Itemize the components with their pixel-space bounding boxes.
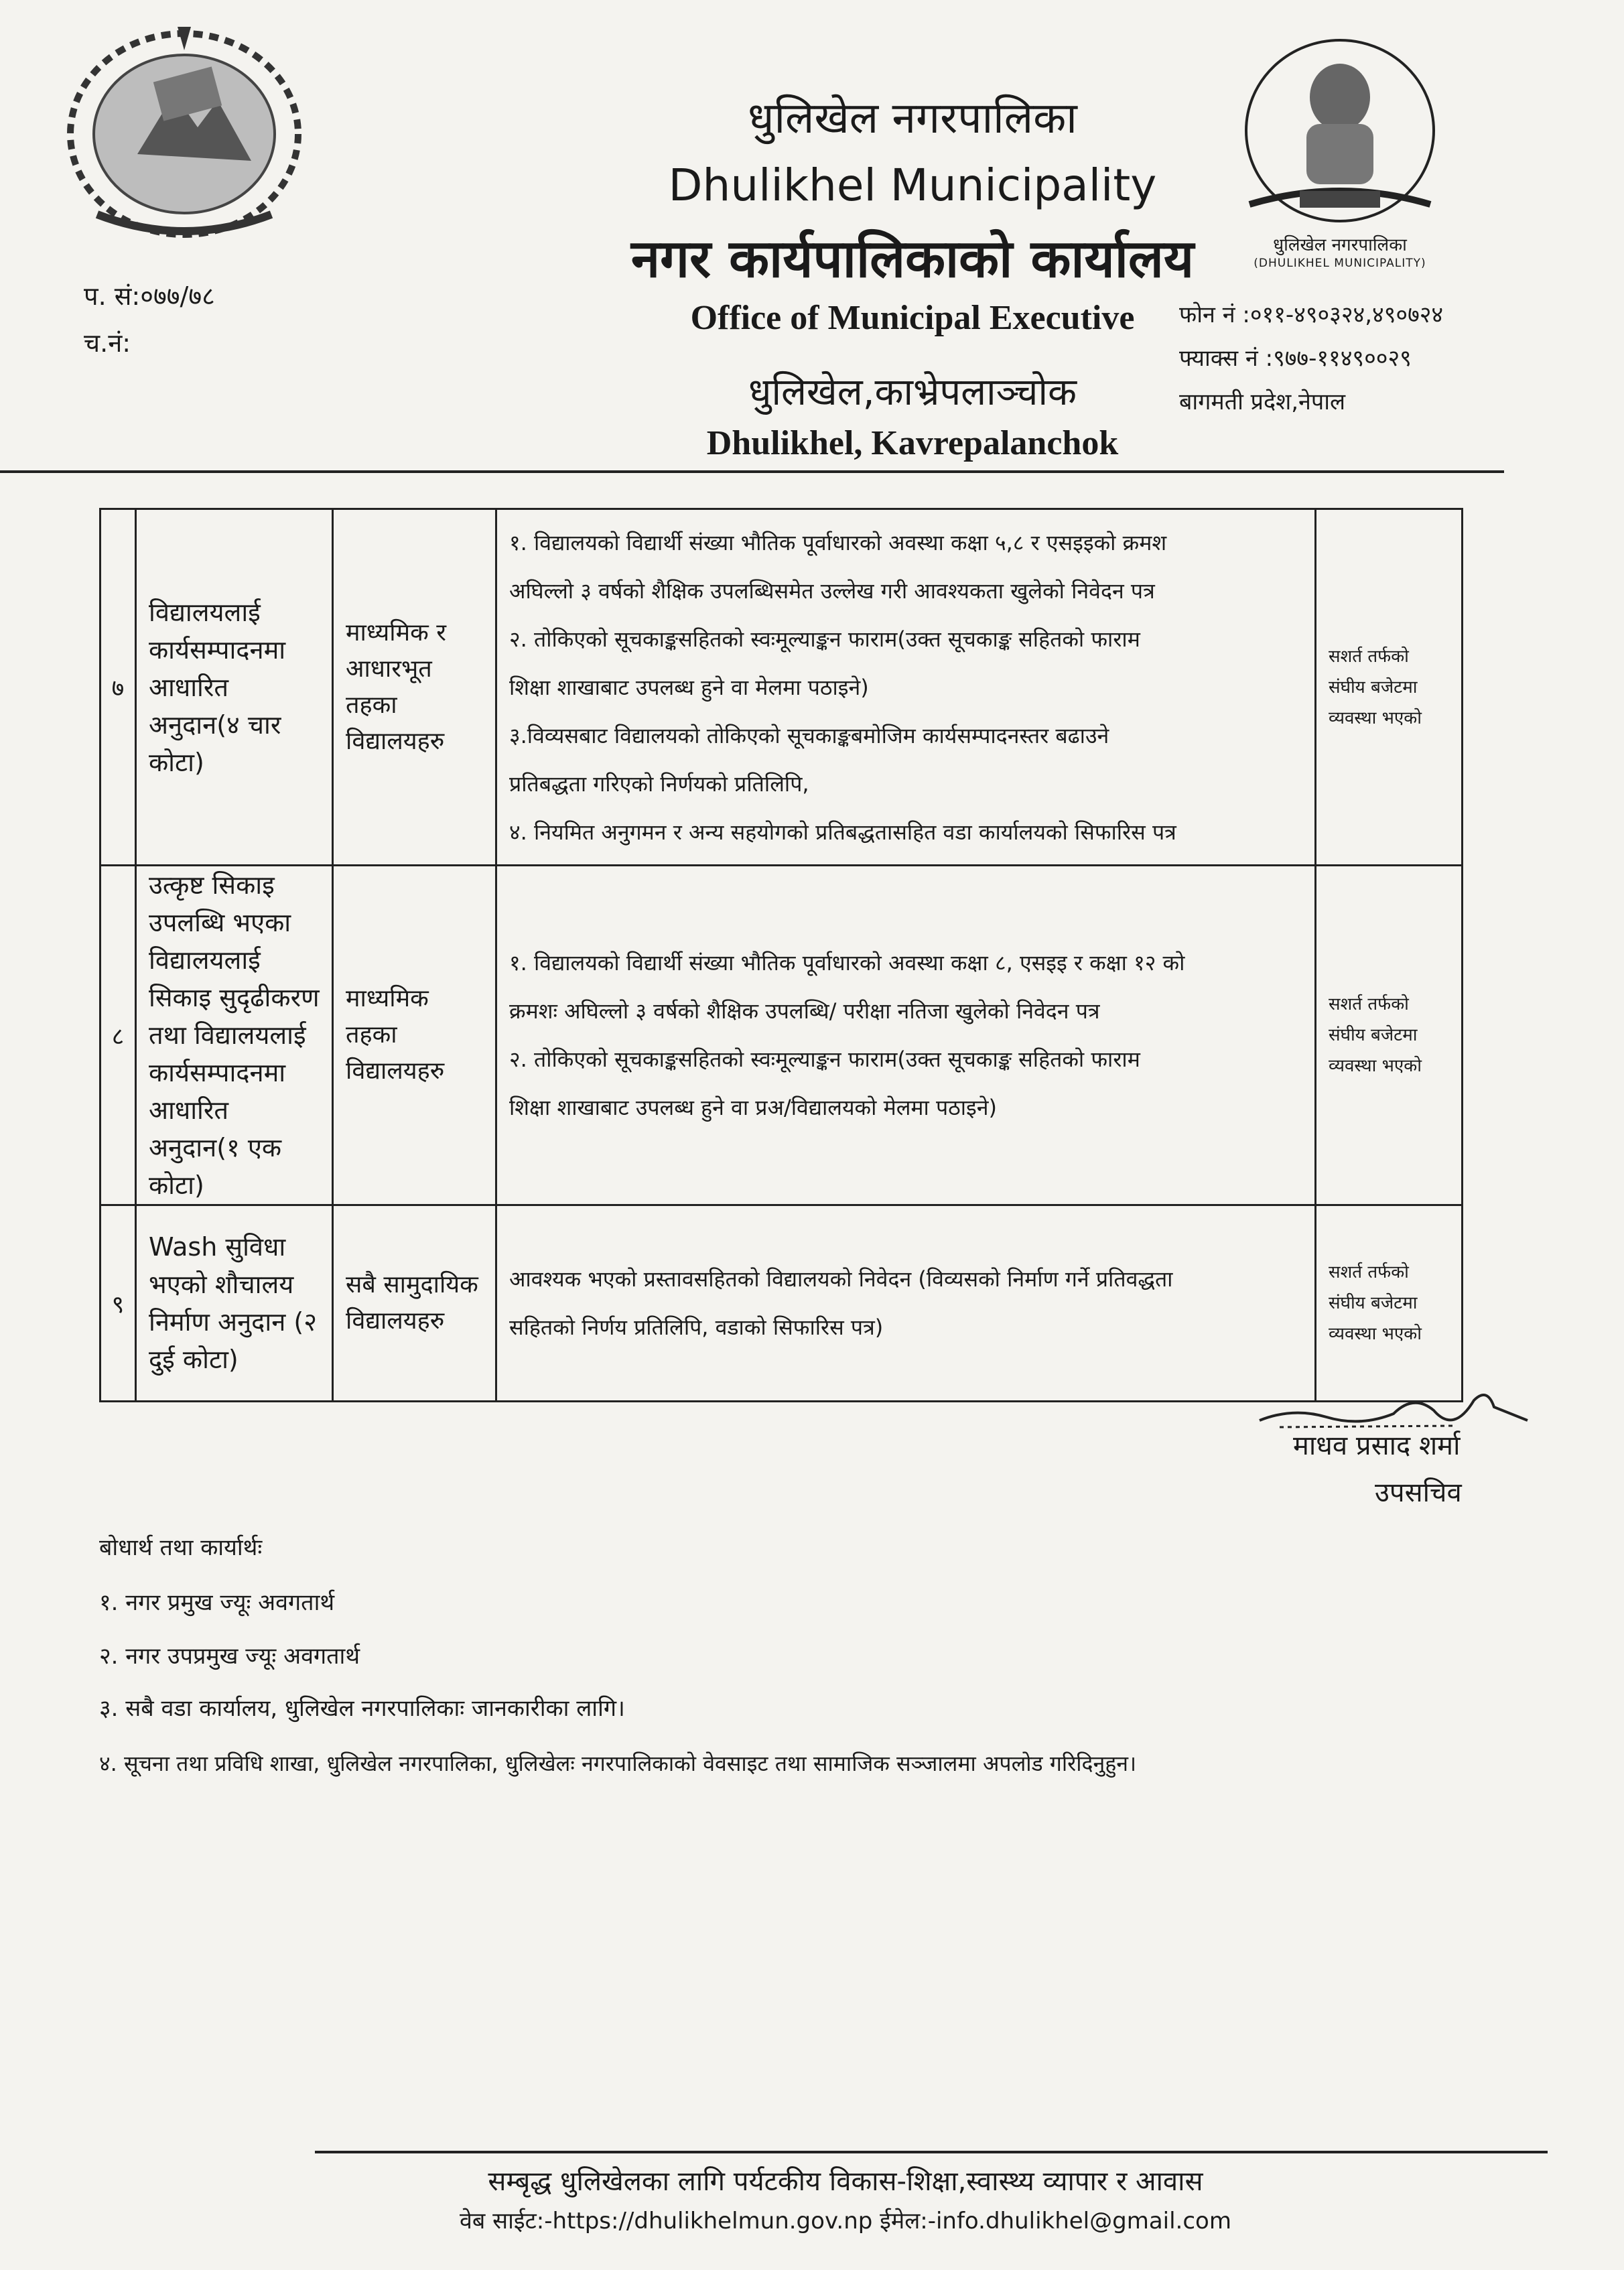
requirement-line: सहितको निर्णय प्रतिलिपि, वडाको सिफारिस पत्र) <box>509 1315 884 1340</box>
row-number: ९ <box>100 1205 136 1402</box>
signatory-title: उपसचिव <box>1375 1477 1462 1508</box>
row-number: ७ <box>100 509 136 866</box>
phone-number: फोन नं :०११-४९०३२४,४९०७२४ <box>1179 302 1444 328</box>
table-row <box>100 509 1463 866</box>
requirement-line: शिक्षा शाखाबाट उपलब्ध हुने वा प्रअ/विद्यालयको मेलमा पठाइने) <box>509 1095 998 1120</box>
office-name-en: Office of Municipal Executive <box>690 299 1135 337</box>
reference-number: प. सं:०७७/७८ <box>84 281 215 311</box>
municipality-name-np: धुलिखेल नगरपालिका <box>748 94 1077 143</box>
municipality-name-en: Dhulikhel Municipality <box>668 159 1157 211</box>
logo-caption-np: धुलिखेल नगरपालिका <box>1273 235 1407 255</box>
grant-title: Wash सुविधा भएको शौचालय निर्माण अनुदान (२ दुई कोटा) <box>136 1205 333 1402</box>
row-number: ८ <box>100 866 136 1205</box>
requirements-cell <box>496 1205 1316 1402</box>
requirement-line: २. तोकिएको सूचकाङ्कसहितको स्वःमूल्याङ्कन फाराम(उक्त सूचकाङ्क सहितको फाराम <box>509 1047 1140 1072</box>
requirement-line: प्रतिबद्धता गरिएको निर्णयको प्रतिलिपि, <box>509 771 809 797</box>
location-en: Dhulikhel, Kavrepalanchok <box>706 424 1119 462</box>
budget-note: सशर्त तर्फको संघीय बजेटमा व्यवस्था भएको <box>1316 1205 1463 1402</box>
logo-caption-en: (DHULIKHEL MUNICIPALITY) <box>1254 256 1426 270</box>
requirement-line: ३.विव्यसबाट विद्यालयको तोकिएको सूचकाङ्कबमोजिम कार्यसम्पादनस्तर बढाउने <box>509 722 1109 748</box>
requirements-cell <box>496 509 1316 866</box>
footer-divider <box>315 2151 1548 2153</box>
header-divider <box>0 470 1504 473</box>
requirement-line: आवश्यक भएको प्रस्तावसहितको विद्यालयको निवेदन (विव्यसको निर्माण गर्ने प्रतिवद्धता <box>509 1266 1173 1292</box>
province-address: बागमती प्रदेश,नेपाल <box>1179 389 1346 415</box>
requirement-line: क्रमशः अघिल्लो ३ वर्षको शैक्षिक उपलब्धि/ परीक्षा नतिजा खुलेको निवेदन पत्र <box>509 998 1100 1024</box>
requirement-line: १. विद्यालयको विद्यार्थी संख्या भौतिक पूर्वाधारको अवस्था कक्षा ८, एसइइ र कक्षा १२ को <box>509 950 1185 976</box>
requirement-line: ४. नियमित अनुगमन र अन्य सहयोगको प्रतिबद्धतासहित वडा कार्यालयको सिफारिस पत्र <box>509 819 1176 845</box>
footer-contact: वेब साईट:-https://dhulikhelmun.gov.np ईमेल:-info.dhulikhel@gmail.com <box>460 2208 1231 2234</box>
requirements-cell <box>496 866 1316 1205</box>
grant-title: विद्यालयलाई कार्यसम्पादनमा आधारित अनुदान(४ चार कोटा) <box>136 509 333 866</box>
eligible-schools: सबै सामुदायिक विद्यालयहरु <box>333 1205 496 1402</box>
distribution-item: २. नगर उपप्रमुख ज्यूः अवगतार्थ <box>99 1643 360 1670</box>
distribution-item: १. नगर प्रमुख ज्यूः अवगतार्थ <box>99 1589 335 1616</box>
distribution-item: ४. सूचना तथा प्रविधि शाखा, धुलिखेल नगरपालिका, धुलिखेलः नगरपालिकाको वेवसाइट तथा सामाजिक सञ्जालमा अपलोड गरिदिनुहुन। <box>99 1751 1137 1776</box>
signatory-name: माधव प्रसाद शर्मा <box>1293 1430 1461 1461</box>
table-row <box>100 1205 1463 1402</box>
budget-note: सशर्त तर्फको संघीय बजेटमा व्यवस्था भएको <box>1316 866 1463 1205</box>
eligible-schools: माध्यमिक र आधारभूत तहका विद्यालयहरु <box>333 509 496 866</box>
distribution-heading: बोधार्थ तथा कार्यार्थः <box>99 1534 263 1561</box>
office-name-np: नगर कार्यपालिकाको कार्यालय <box>630 229 1195 289</box>
footer-slogan: सम्बृद्ध धुलिखेलका लागि पर्यटकीय विकास-शिक्षा,स्वास्थ्य व्यापार र आवास <box>488 2166 1203 2197</box>
budget-note: सशर्त तर्फको संघीय बजेटमा व्यवस्था भएको <box>1316 509 1463 866</box>
requirement-line: अघिल्लो ३ वर्षको शैक्षिक उपलब्धिसमेत उल्लेख गरी आवश्यकता खुलेको निवेदन पत्र <box>509 578 1155 604</box>
dispatch-number: च.नं: <box>84 328 131 358</box>
requirement-line: १. विद्यालयको विद्यार्थी संख्या भौतिक पूर्वाधारको अवस्था कक्षा ५,८ र एसइइको क्रमश <box>509 529 1167 555</box>
eligible-schools: माध्यमिक तहका विद्यालयहरु <box>333 866 496 1205</box>
fax-number: फ्याक्स नं :९७७-११४९००२९ <box>1179 345 1412 372</box>
location-np: धुलिखेल,काभ्रेपलाञ्चोक <box>748 371 1077 414</box>
grant-title: उत्कृष्ट सिकाइ उपलब्धि भएका विद्यालयलाई सिकाइ सुदृढीकरण तथा विद्यालयलाई कार्यसम्पादनमा आधारित अनुदान(१ एक कोटा) <box>136 866 333 1205</box>
distribution-item: ३. सबै वडा कार्यालय, धुलिखेल नगरपालिकाः जानकारीका लागि। <box>99 1695 625 1722</box>
grant-table <box>99 508 1463 1402</box>
table-row <box>100 866 1463 1205</box>
requirement-line: शिक्षा शाखाबाट उपलब्ध हुने वा मेलमा पठाइने) <box>509 674 869 700</box>
requirement-line: २. तोकिएको सूचकाङ्कसहितको स्वःमूल्याङ्कन फाराम(उक्त सूचकाङ्क सहितको फाराम <box>509 626 1140 652</box>
